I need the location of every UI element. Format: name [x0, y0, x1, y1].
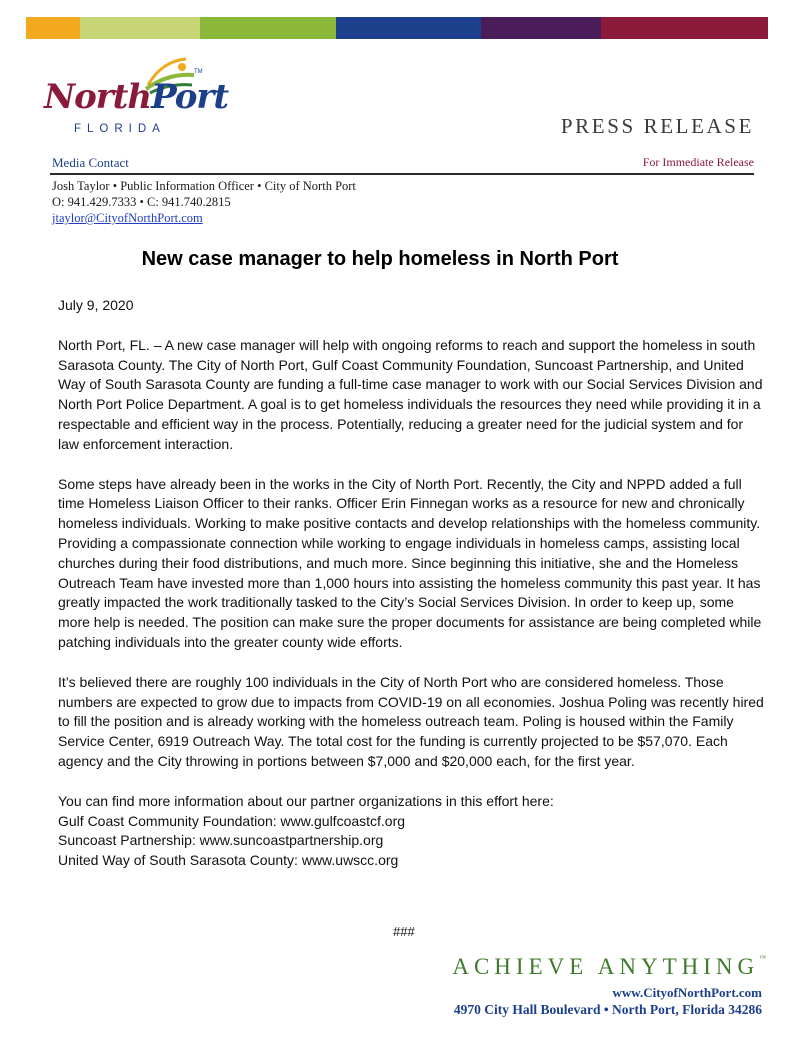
- logo-word-port: Port: [151, 77, 229, 117]
- article-headline: New case manager to help homeless in North Port: [141, 248, 619, 270]
- contact-name-line: Josh Taylor • Public Information Officer • City of North Port: [52, 179, 356, 193]
- footer-website: www.CityofNorthPort.com: [612, 985, 762, 1000]
- partner-link-united-way: United Way of South Sarasota County: www.uwscc.org: [58, 852, 399, 869]
- article-paragraph-2: Some steps have already been in the works in the City of North Port. Recently, the City and NPPD added a full time Homeless Liaison Officer to their ranks. Officer Erin Finnegan works as a resource for new and chronically homeless individuals. Working to make positive contacts and develop relationships with the homeless community. Providing a compassionate connection while working to engage individuals in homeless camps, assisting local churches during their food distributions, and much more. Since beginning this initiative, she and the Homeless Outreach Team have invested more than 1,000 hours into assisting the homeless community this past year. It has greatly impacted the work traditionally tasked to the City’s Social Services Division. In order to keep up, some more help is needed. The position can make sure the proper documents for assistance are being completed while patching individuals into the greater county wide efforts.: [58, 475, 762, 650]
- stripe-segment-orange: [26, 17, 80, 39]
- immediate-release-label: For Immediate Release: [642, 155, 754, 169]
- stripe-segment-green: [200, 17, 336, 39]
- north-port-logo: [42, 55, 229, 145]
- stripe-segment-maroon: [601, 17, 768, 39]
- article-paragraph-3: It’s believed there are roughly 100 individuals in the City of North Port who are considered homeless. Those numbers are expected to grow due to impacts from COVID-19 on all economies. Joshua Poling was recently hired to fill the position and is already working with the homeless outreach team. Poling is housed within the Family Service Center, 6919 Outreach Way. The total cost for the funding is currently projected to be $57,070. Each agency and the City throwing in portions between $7,000 and $20,000 each, for the first year.: [58, 673, 764, 769]
- achieve-anything-slogan: [452, 954, 766, 980]
- contact-divider: [50, 173, 754, 175]
- logo-word-north: North: [44, 77, 152, 117]
- article-paragraph-1: North Port, FL. – A new case manager will help with ongoing reforms to reach and support the homeless in south Sarasota County. The City of North Port, Gulf Coast Community Foundation, Suncoast Partnership, and United Way of South Sarasota County are funding a full-time case manager to work with our Social Services Division and North Port Police Department. A goal is to get homeless individuals the resources they need while providing it in a respectable and efficient way in the process. Potentially, reducing a greater need for the judicial system and for law enforcement interaction.: [58, 336, 763, 452]
- article-body: [58, 296, 764, 871]
- partner-link-suncoast: Suncoast Partnership: www.suncoastpartnership.org: [58, 832, 384, 849]
- contact-info: [52, 178, 356, 226]
- media-contact-label: Media Contact: [52, 155, 129, 170]
- contact-phone-line: O: 941.429.7333 • C: 941.740.2815: [52, 195, 231, 209]
- color-stripe-banner: [26, 17, 768, 39]
- logo-trademark: TM: [194, 69, 203, 75]
- logo-wordmark: [44, 77, 228, 117]
- article-date: July 9, 2020: [58, 297, 134, 313]
- stripe-segment-lightgreen: [80, 17, 200, 39]
- logo-florida: FLORIDA: [74, 123, 166, 135]
- stripe-segment-blue: [336, 17, 481, 39]
- footer-address: 4970 City Hall Boulevard • North Port, Florida 34286: [453, 1002, 762, 1017]
- slogan-text: ACHIEVE ANYTHING: [452, 954, 760, 979]
- slogan-trademark: ™: [759, 954, 766, 962]
- partner-link-gulf-coast: Gulf Coast Community Foundation: www.gulfcoastcf.org: [58, 812, 406, 829]
- end-mark: ###: [393, 924, 415, 939]
- more-info-intro: You can find more information about our partner organizations in this effort here:: [58, 792, 554, 809]
- contact-email-link[interactable]: jtaylor@CityofNorthPort.com: [52, 211, 203, 225]
- press-release-title: PRESS RELEASE: [560, 114, 754, 138]
- stripe-segment-purple: [481, 17, 601, 39]
